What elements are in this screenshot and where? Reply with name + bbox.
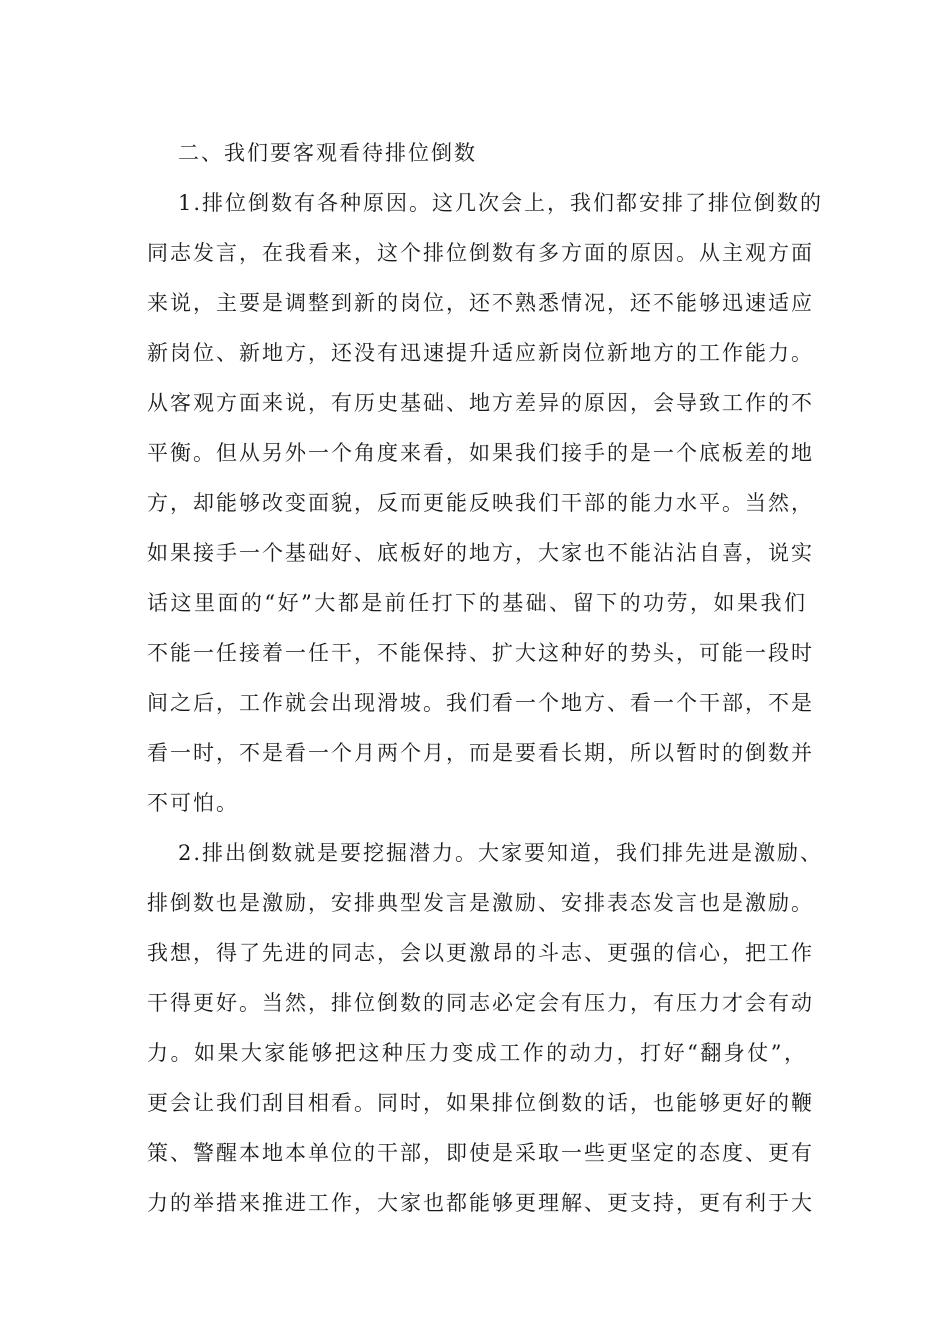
paragraph-1-line: 看一时，不是看一个月两个月，而是要看长期，所以暂时的倒数并 [147, 741, 814, 765]
paragraph-1-line: 如果接手一个基础好、底板好的地方，大家也不能沾沾自喜，说实 [147, 541, 814, 565]
paragraph-1-line: 1.排位倒数有各种原因。这几次会上，我们都安排了排位倒数的 [178, 191, 824, 215]
paragraph-1-line: 来说，主要是调整到新的岗位，还不熟悉情况，还不能够迅速适应 [147, 291, 814, 315]
paragraph-2-line: 策、警醒本地本单位的干部，即使是采取一些更坚定的态度、更有 [147, 1141, 814, 1165]
section-heading: 二、我们要客观看待排位倒数 [178, 141, 477, 165]
paragraph-1-line: 间之后，工作就会出现滑坡。我们看一个地方、看一个干部，不是 [147, 691, 814, 715]
paragraph-1-line: 从客观方面来说，有历史基础、地方差异的原因，会导致工作的不 [147, 391, 814, 415]
paragraph-1-line: 新岗位、新地方，还没有迅速提升适应新岗位新地方的工作能力。 [147, 341, 814, 365]
paragraph-2-line: 干得更好。当然，排位倒数的同志必定会有压力，有压力才会有动 [147, 991, 814, 1015]
paragraph-1-line: 不可怕。 [147, 791, 239, 815]
paragraph-1-line: 方，却能够改变面貌，反而更能反映我们干部的能力水平。当然， [147, 491, 814, 515]
paragraph-2-line: 力的举措来推进工作，大家也都能够更理解、更支持，更有利于大 [147, 1191, 814, 1215]
paragraph-1-line: 不能一任接着一任干，不能保持、扩大这种好的势头，可能一段时 [147, 641, 814, 665]
paragraph-1-line: 话这里面的“好”大都是前任打下的基础、留下的功劳，如果我们 [147, 591, 807, 615]
paragraph-2-line: 2.排出倒数就是要挖掘潜力。大家要知道，我们排先进是激励、 [178, 841, 824, 865]
paragraph-2-line: 我想，得了先进的同志，会以更激昂的斗志、更强的信心，把工作 [147, 941, 814, 965]
paragraph-1-line: 同志发言，在我看来，这个排位倒数有多方面的原因。从主观方面 [147, 241, 814, 265]
paragraph-2-line: 排倒数也是激励，安排典型发言是激励、安排表态发言也是激励。 [147, 891, 814, 915]
paragraph-2-line: 力。如果大家能够把这种压力变成工作的动力，打好“翻身仗”， [147, 1041, 807, 1065]
paragraph-1-line: 平衡。但从另外一个角度来看，如果我们接手的是一个底板差的地 [147, 441, 814, 465]
paragraph-2-line: 更会让我们刮目相看。同时，如果排位倒数的话，也能够更好的鞭 [147, 1091, 814, 1115]
